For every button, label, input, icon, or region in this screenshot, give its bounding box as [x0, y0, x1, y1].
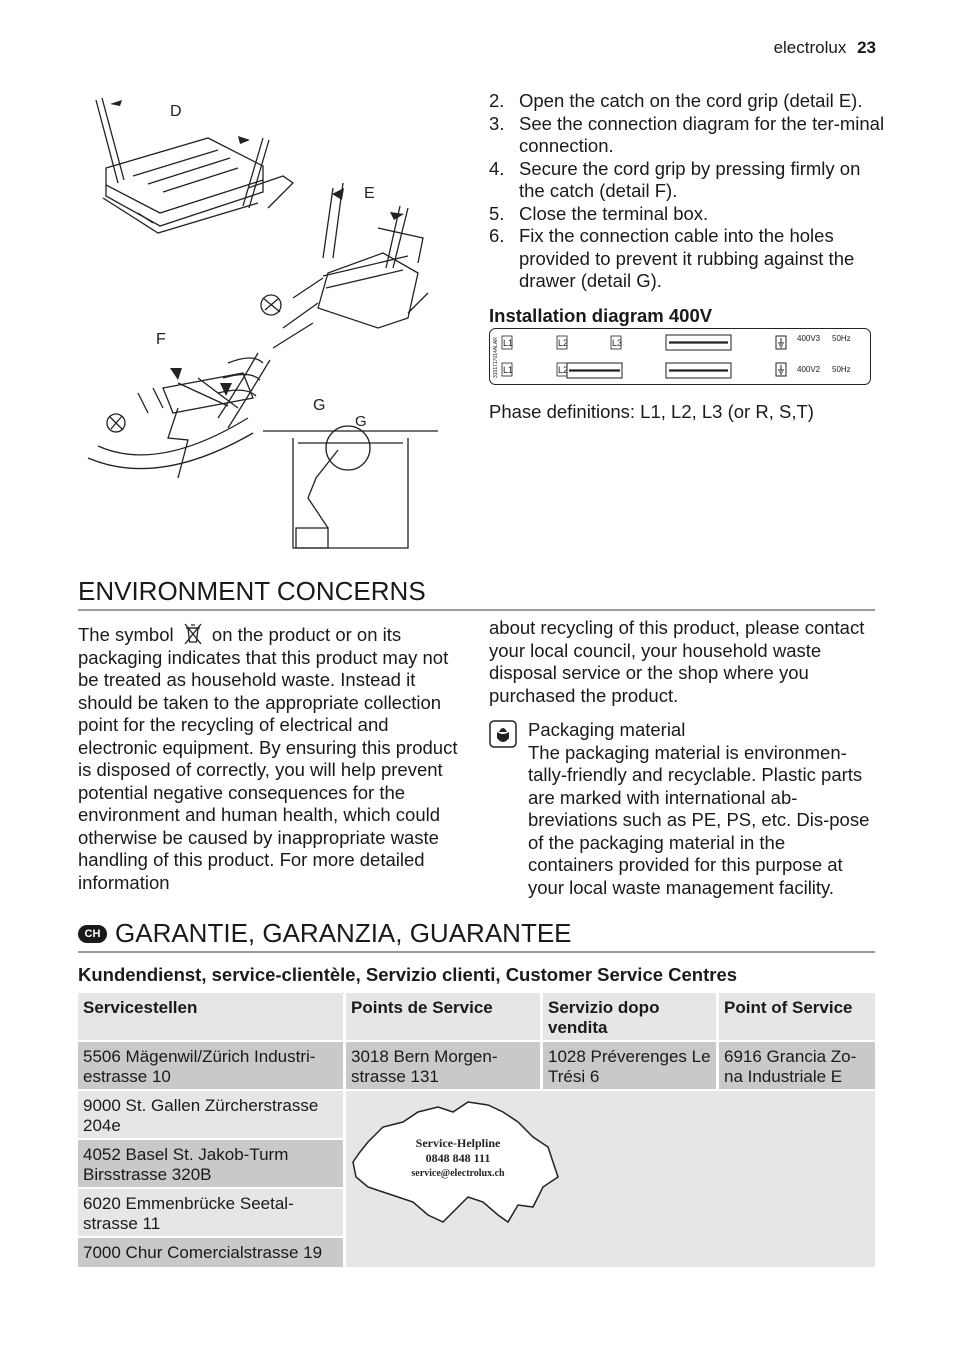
service-table	[78, 993, 875, 1267]
switzerland-map	[348, 1097, 568, 1237]
packaging-section	[528, 719, 875, 899]
guarantee-title: GARANTIE, GARANZIA, GUARANTEE	[115, 918, 572, 948]
guarantee-heading	[78, 918, 875, 953]
environment-heading: ENVIRONMENT CONCERNS	[78, 576, 875, 611]
table-cell: 9000 St. Gallen Zürcherstrasse 204e	[78, 1091, 343, 1138]
table-header-cell: Servicestellen	[78, 993, 343, 1040]
wiring-diagram	[489, 328, 872, 386]
installation-illustration	[78, 88, 450, 558]
packaging-recycle-icon	[489, 720, 517, 748]
packaging-title: Packaging material	[528, 719, 686, 740]
label-g-outer: G	[313, 397, 326, 414]
terminal-l1-b: L1	[503, 365, 514, 375]
voltage-400v3: 400V3	[797, 334, 821, 343]
table-cell: 4052 Basel St. Jakob-Turm Birsstrasse 320B	[78, 1140, 343, 1187]
page-number: 23	[857, 38, 876, 57]
label-f: F	[156, 331, 166, 348]
service-centres-title: Kundendienst, service-clientèle, Servizio clienti, Customer Service Centres	[78, 964, 738, 985]
table-header-cell: Points de Service	[346, 993, 540, 1040]
terminal-l2-b: L2	[558, 365, 569, 375]
step-item: 5. Close the terminal box.	[489, 202, 709, 224]
terminal-l3-a: L3	[612, 338, 623, 348]
step-item: 4. Secure the cord grip by pressing firmly on the catch (detail F).	[489, 157, 861, 201]
table-cell: 1028 Préverenges Le Trési 6	[543, 1042, 716, 1089]
installation-steps	[489, 90, 889, 293]
helpline-phone: 0848 848 111	[425, 1151, 491, 1165]
terminal-l1-a: L1	[503, 338, 514, 348]
country-badge: CH	[78, 925, 107, 943]
installation-diagram-title: Installation diagram 400V	[489, 305, 713, 326]
table-header-cell: Servizio dopo vendita	[543, 993, 716, 1040]
phase-definitions: Phase definitions: L1, L2, L3 (or R, S,T)	[489, 401, 814, 422]
page-header	[774, 38, 876, 58]
table-cell: 5506 Mägenwil/Zürich Industri-estrasse 10	[78, 1042, 343, 1089]
table-cell: 7000 Chur Comercialstrasse 19	[78, 1238, 343, 1267]
environment-text-left: The symbol on the product or on its packaging indicates that this product may not be treated as household waste. Instead it should be taken to the appropriate collection point for the recycling of electrical and electronic equipment. By ensuring this product is disposed of correctly, you will help prevent potential negative consequences for the environment and human health, which could otherwise be caused by inappropriate waste handling of this product. For more detailed information	[78, 624, 458, 893]
terminal-l2-a: L2	[558, 338, 569, 348]
label-g-inner: G	[355, 413, 367, 430]
freq-row2: 50Hz	[832, 365, 851, 374]
step-item: 6. Fix the connection cable into the holes provided to prevent it rubbing against the drawer (detail G).	[489, 225, 855, 291]
freq-row1: 50Hz	[832, 334, 851, 343]
helpline-title: Service-Helpline	[415, 1136, 501, 1150]
voltage-400v2: 400V2	[797, 365, 821, 374]
label-e: E	[364, 185, 375, 202]
table-header-cell: Point of Service	[719, 993, 875, 1040]
helpline-cell	[346, 1091, 875, 1267]
crossed-bin-icon	[183, 622, 203, 646]
environment-text-right: about recycling of this product, please contact your local council, your household waste disposal service or the shop where you purchased the product.	[489, 617, 865, 706]
brand-name: electrolux	[773, 38, 847, 57]
helpline-email: service@electrolux.ch	[411, 1168, 505, 1179]
diagram-code: 3151717014ALAR	[493, 337, 499, 378]
table-cell: 6916 Grancia Zo-na Industriale E	[719, 1042, 875, 1089]
table-cell: 6020 Emmenbrücke Seetal-strasse 11	[78, 1189, 343, 1236]
label-d: D	[170, 103, 182, 120]
step-item: 3. See the connection diagram for the ter-minal connection.	[489, 112, 885, 156]
table-cell: 3018 Bern Morgen-strasse 131	[346, 1042, 540, 1089]
packaging-text: The packaging material is environmen-tally-friendly and recyclable. Plastic parts are marked with international ab-breviations such as PE, PS, etc. Dis-pose of the packaging material in the containers provided for this purpose at your local waste management facility.	[528, 741, 870, 898]
step-item: 2. Open the catch on the cord grip (detail E).	[489, 90, 863, 111]
